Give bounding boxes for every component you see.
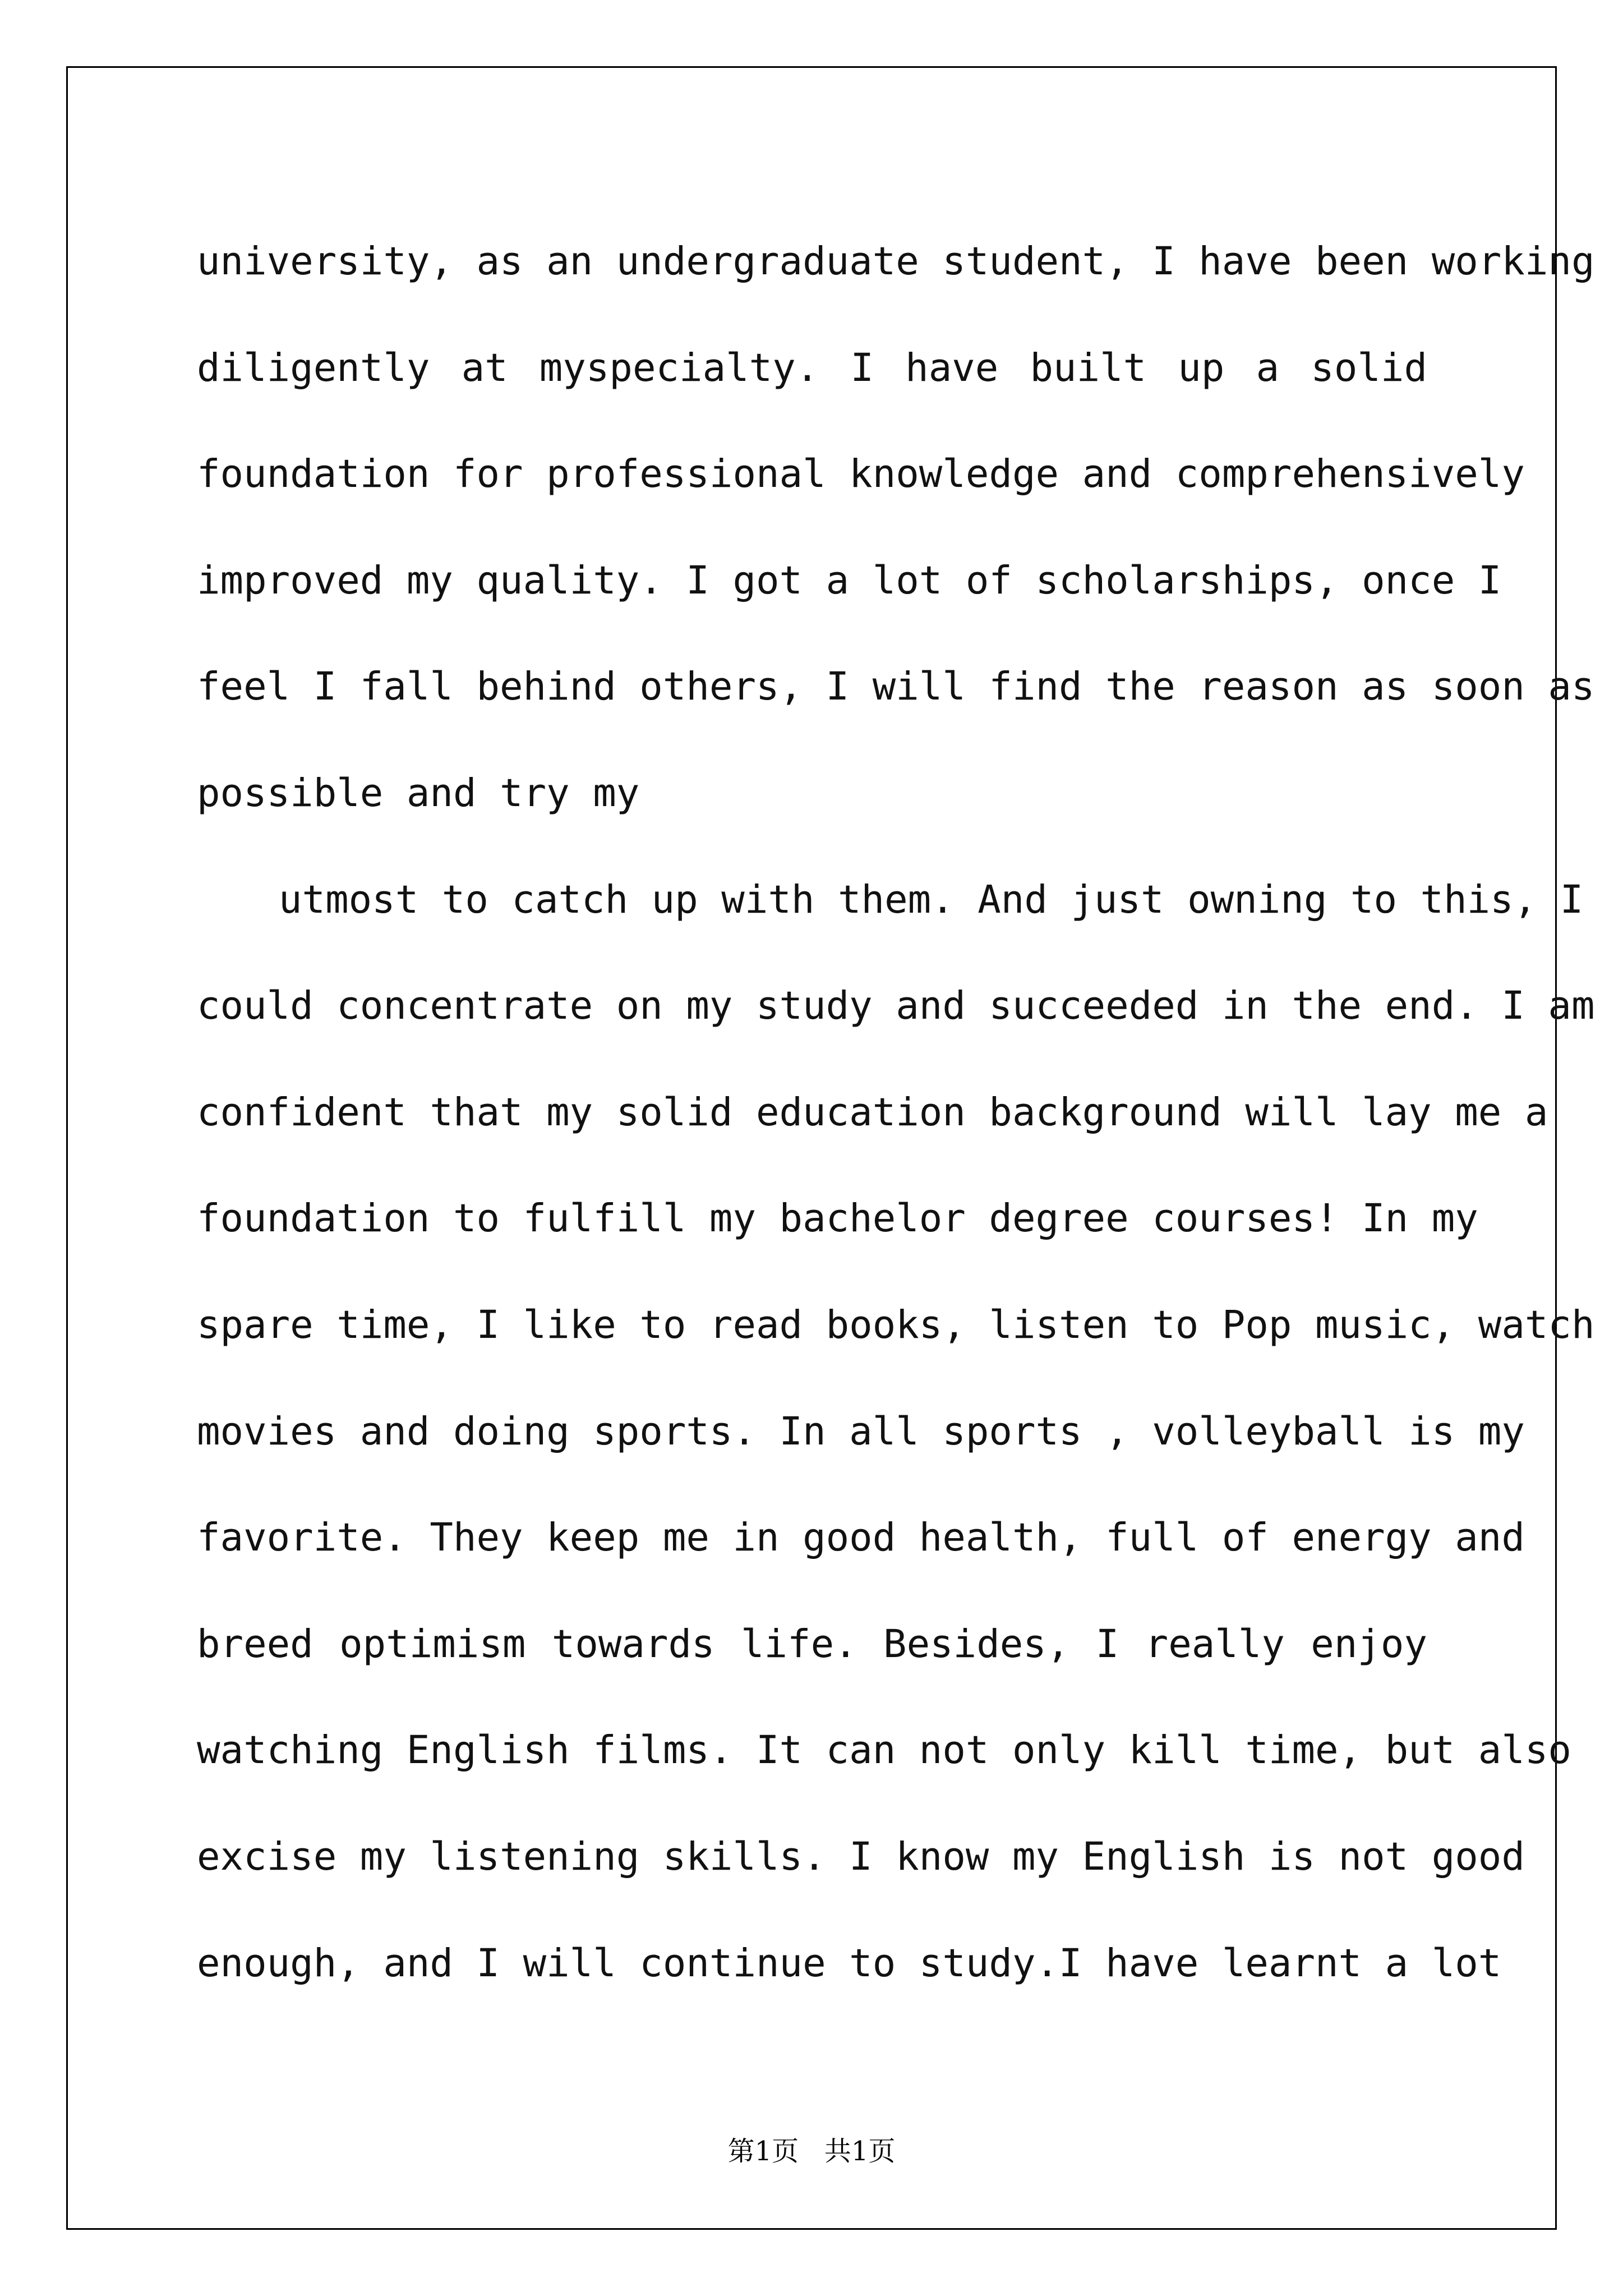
text-line: confident that my solid education background will lay me a	[197, 1089, 1548, 1135]
text-line: watching English films. It can not only kill time, but also	[197, 1728, 1571, 1773]
text-line-indented: utmost to catch up with them. And just owning to this, I	[279, 877, 1584, 922]
text-line: university, as an undergraduate student, I have been working	[197, 239, 1595, 284]
page-footer-label: 第1页 共1页	[727, 2136, 896, 2167]
text-line: spare time, I like to read books, listen to Pop music, watch	[197, 1302, 1595, 1347]
text-line: enough, and I will continue to study.I have learnt a lot	[197, 1940, 1502, 1986]
text-line: movies and doing sports. In all sports , volleyball is my	[197, 1409, 1525, 1454]
text-line: breed optimism towards life. Besides, I really enjoy	[197, 1621, 1427, 1667]
text-line: favorite. They keep me in good health, full of energy and	[197, 1515, 1525, 1561]
text-line: diligently at myspecialty. I have built up a solid	[197, 345, 1427, 390]
text-line: improved my quality. I got a lot of scholarships, once I	[197, 558, 1502, 603]
document-body	[197, 209, 1595, 2017]
text-line: excise my listening skills. I know my English is not good	[197, 1834, 1525, 1879]
text-line: feel I fall behind others, I will find the reason as soon as	[197, 664, 1595, 710]
text-line: foundation to fulfill my bachelor degree courses! In my	[197, 1196, 1478, 1241]
text-line: possible and try my	[197, 770, 640, 816]
text-line: could concentrate on my study and succeeded in the end. I am	[197, 983, 1595, 1029]
text-line: foundation for professional knowledge and comprehensively	[197, 452, 1525, 497]
